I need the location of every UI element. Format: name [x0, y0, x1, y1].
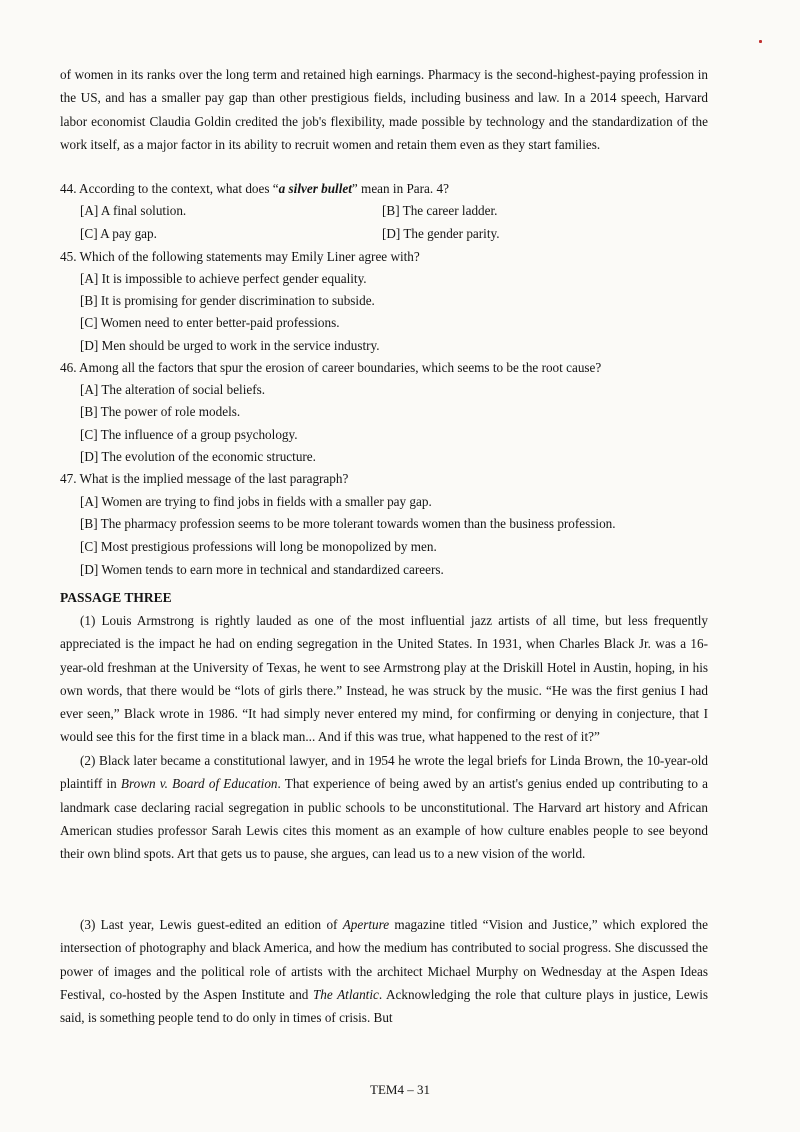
question-47-option-b[interactable]: [B] The pharmacy profession seems to be more tolerant towards women than the business profession.: [80, 516, 616, 531]
question-45-option-b[interactable]: [B] It is promising for gender discrimination to subside.: [80, 293, 375, 308]
question-46-stem: 46. Among all the factors that spur the erosion of career boundaries, which seems to be the root cause?: [60, 360, 602, 375]
question-44-option-c[interactable]: [C] A pay gap.: [80, 226, 157, 241]
case-name: Brown v. Board of Education: [120, 776, 278, 792]
question-46-option-c[interactable]: [C] The influence of a group psychology.: [80, 427, 298, 442]
paragraph-2-text-end: . That experience of being awed by an artist's genius ended up contributing to a landmark case declaring racial segregation in public schools to be unconstitutional. The Harvard art history and African American studies professor Sarah Lewis cites this moment as an example of how culture enables people to see beyond their own blind spots. Art that gets us to pause, she argues, can lead us to a new vision of the world.: [60, 776, 708, 862]
paragraph-3-text-middle: magazine titled “Vision and Justice,” which explored the intersection of photography and black America, and how the medium has contributed to social progress. She discussed the power of images and the political role of artists with the architect Michael Murphy on Wednesday at the Aspen Ideas Festival, co-hosted by the Aspen Institute and: [60, 917, 708, 1002]
question-47-option-c[interactable]: [C] Most prestigious professions will long be monopolized by men.: [80, 539, 437, 554]
question-46-option-d[interactable]: [D] The evolution of the economic structure.: [80, 449, 316, 464]
question-44-option-a[interactable]: [A] A final solution.: [80, 203, 187, 218]
question-45-stem: 45. Which of the following statements may Emily Liner agree with?: [60, 249, 420, 264]
question-44-stem-start: 44. According to the context, what does “: [60, 181, 279, 196]
question-47-option-d[interactable]: [D] Women tends to earn more in technical and standardized careers.: [80, 562, 444, 577]
passage-three-paragraph-3: [60, 913, 708, 1029]
question-45-option-a[interactable]: [A] It is impossible to achieve perfect gender equality.: [80, 271, 367, 286]
paragraph-2-text-start: (2) Black later became a constitutional lawyer, and in 1954 he wrote the legal briefs for Linda Brown, the 10-year-old plaintiff in: [60, 753, 708, 792]
print-speck: [759, 40, 762, 43]
question-44-option-b[interactable]: [B] The career ladder.: [382, 203, 498, 218]
question-46-option-b[interactable]: [B] The power of role models.: [80, 404, 241, 419]
paragraph-3-text-end: . Acknowledging the role that culture plays in justice, Lewis said, is something people tend to do only in times of crisis. But: [60, 986, 708, 1026]
question-44-option-d[interactable]: [D] The gender parity.: [382, 226, 500, 241]
question-45-option-c[interactable]: [C] Women need to enter better-paid professions.: [80, 315, 340, 330]
question-47-stem: 47. What is the implied message of the last paragraph?: [60, 471, 349, 486]
question-47-option-a[interactable]: [A] Women are trying to find jobs in fields with a smaller pay gap.: [80, 494, 432, 509]
question-44-stem-end: ” mean in Para. 4?: [351, 181, 449, 196]
publication-name: The Atlantic: [312, 986, 379, 1002]
question-44-stem: [60, 178, 750, 200]
question-45-option-d[interactable]: [D] Men should be urged to work in the service industry.: [80, 338, 380, 353]
paragraph-3-text-start: (3) Last year, Lewis guest-edited an edition of: [80, 917, 343, 932]
question-44-phrase: a silver bullet: [278, 181, 352, 196]
passage-two-continuation: of women in its ranks over the long term and retained high earnings. Pharmacy is the second-highest-paying profession in the US, and has a smaller pay gap than other prestigious fields, including business and law. In a 2014 speech, Harvard labor economist Claudia Goldin credited the job's flexibility, made possible by technology and the standardization of the work itself, as a major factor in its ability to recruit women and retain them even as they start families.: [60, 67, 708, 152]
passage-three-heading: PASSAGE THREE: [60, 590, 172, 605]
magazine-name: Aperture: [342, 917, 390, 932]
passage-three-paragraph-1: (1) Louis Armstrong is rightly lauded as one of the most influential jazz artists of all time, but less frequently appreciated is the impact he had on ending segregation in the United States. In 1931, when Charles Black Jr. was a 16-year-old freshman at the University of Texas, he went to see Armstrong play at the Driskill Hotel in Austin, hoping, in his own words, that there would be “lots of girls there.” Instead, he was struck by the music. “He was the first genius I had ever seen,” Black wrote in 1986. “It had simply never entered my mind, for confirming or denying in conjecture, that I would see this for the first time in a black man... And if this was true, what happened to the rest of it?”: [60, 613, 708, 745]
passage-three-paragraph-2: [60, 749, 708, 865]
question-46-option-a[interactable]: [A] The alteration of social beliefs.: [80, 382, 266, 397]
page-footer: TEM4 – 31: [370, 1082, 430, 1097]
